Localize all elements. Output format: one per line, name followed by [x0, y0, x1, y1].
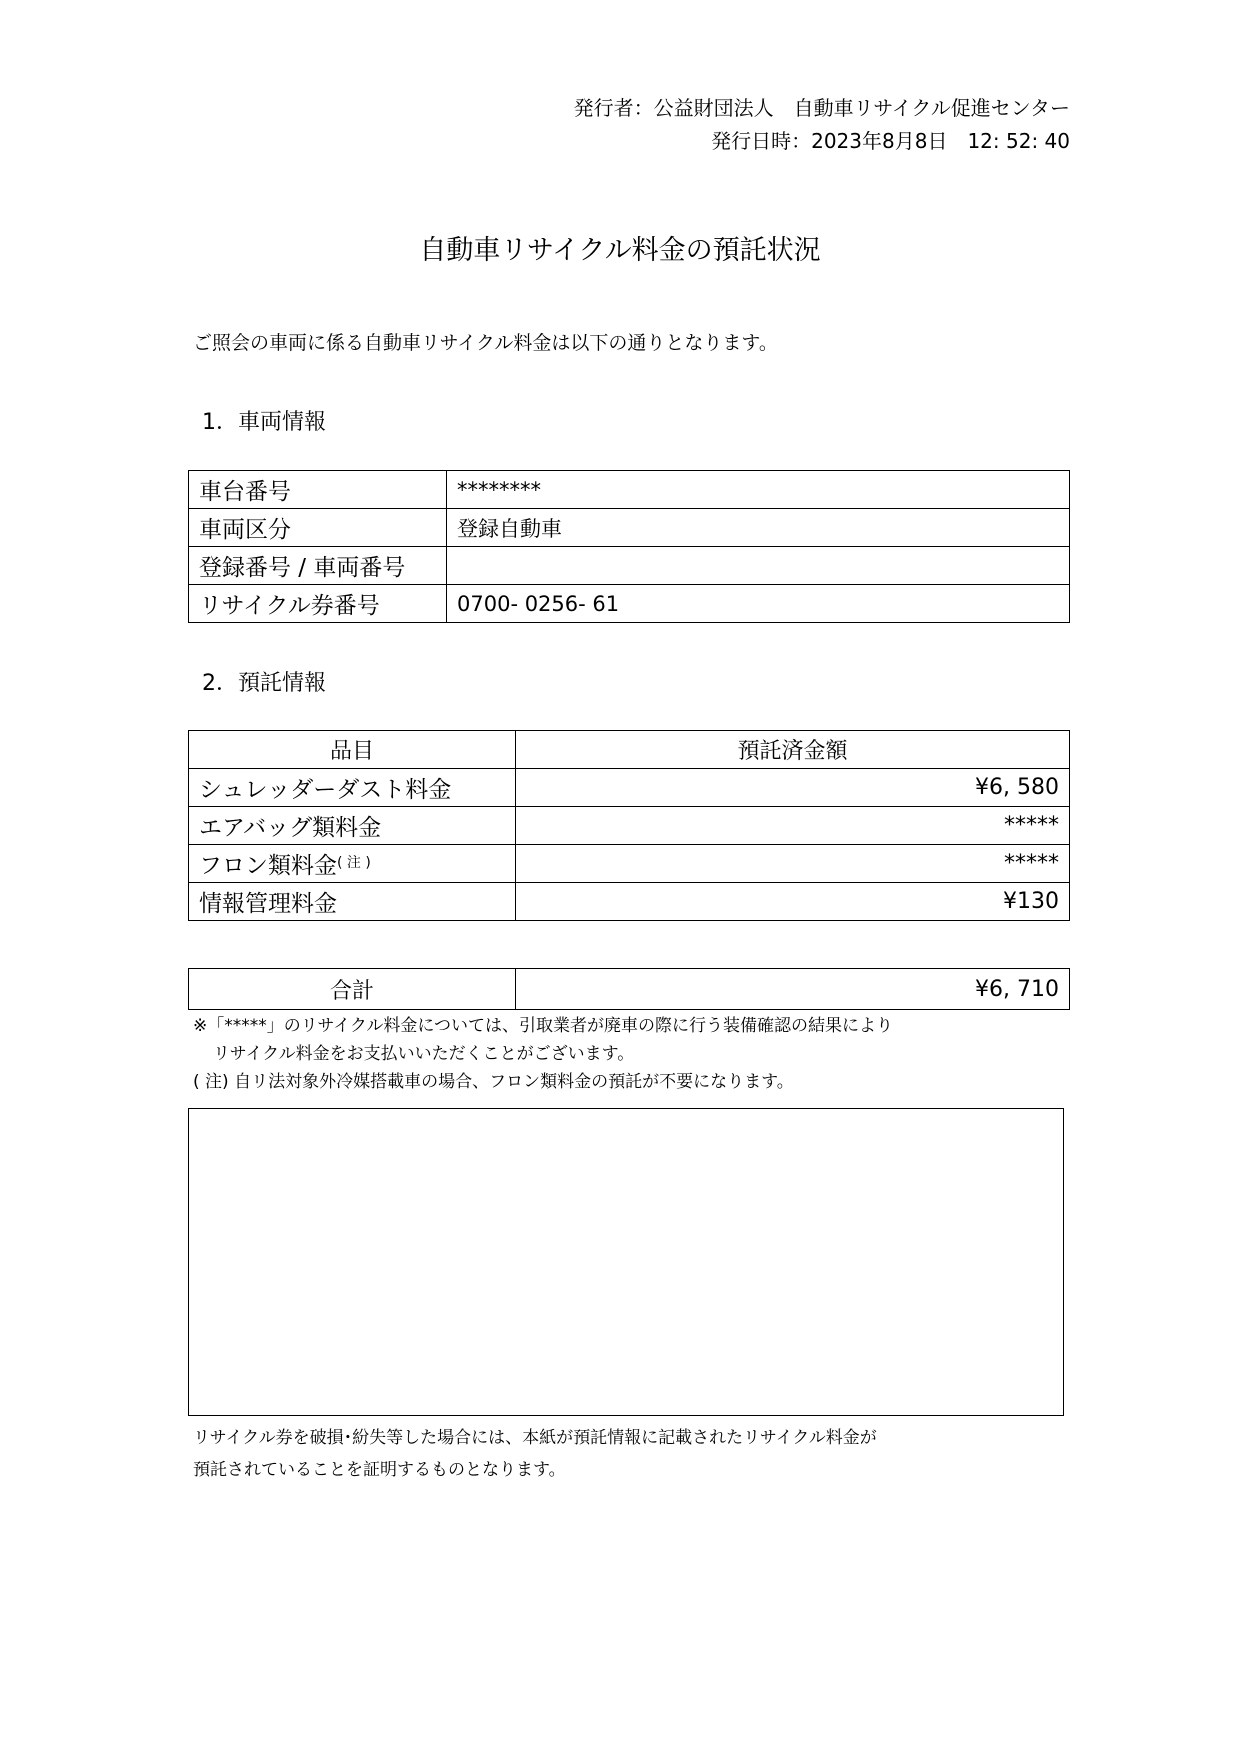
asterisk-note [193, 1012, 893, 1068]
table-row [189, 585, 1070, 623]
intro-text: ご照会の車両に係る自動車リサイクル料金は以下の通りとなります。 [193, 332, 778, 354]
table-row [189, 845, 1070, 883]
footer-statement [193, 1422, 877, 1486]
chassis-number-value: ******** [447, 471, 1070, 509]
issued-datetime: 発行日時：2023年8月8日 12: 52: 40 [711, 129, 1070, 153]
asterisk-note-line-1: ※「*****」のリサイクル料金については、引取業者が廃車の際に行う装備確認の結果により [193, 1016, 894, 1036]
freon-fee-label: フロン類料金$^{( 注 )}$ [189, 845, 516, 883]
freon-fee-value: ***** [516, 845, 1070, 883]
info-management-fee-value: ¥130 [516, 883, 1070, 921]
table-row [189, 807, 1070, 845]
info-management-fee-label: 情報管理料金 [189, 883, 516, 921]
chassis-number-label: 車台番号 [189, 471, 447, 509]
table-row [189, 471, 1070, 509]
section-heading-deposit: 2．預託情報 [202, 671, 326, 696]
shredder-dust-fee-label: シュレッダーダスト料金 [189, 769, 516, 807]
deposit-info-table [188, 730, 1070, 921]
column-header-amount: 預託済金額 [516, 731, 1070, 769]
footer-line-2: 預託されていることを証明するものとなります。 [193, 1460, 566, 1480]
registration-number-value [447, 547, 1070, 585]
column-header-item: 品目 [189, 731, 516, 769]
airbag-fee-value: ***** [516, 807, 1070, 845]
asterisk-note-line-2: リサイクル料金をお支払いいただくことがございます。 [213, 1044, 635, 1064]
table-row [189, 969, 1070, 1010]
total-table [188, 968, 1070, 1010]
airbag-fee-label: エアバッグ類料金 [189, 807, 516, 845]
remarks-box [188, 1108, 1064, 1416]
registration-number-label: 登録番号 / 車両番号 [189, 547, 447, 585]
freon-fee-note-mark: ( 注 ) [337, 855, 371, 871]
issuer-block [574, 92, 1070, 158]
recycle-ticket-number-value: 0700- 0256- 61 [447, 585, 1070, 623]
table-header-row [189, 731, 1070, 769]
table-row [189, 509, 1070, 547]
shredder-dust-fee-value: ¥6, 580 [516, 769, 1070, 807]
table-row [189, 769, 1070, 807]
total-label: 合計 [189, 969, 516, 1010]
table-row [189, 883, 1070, 921]
section-heading-vehicle: 1．車両情報 [202, 410, 326, 435]
footer-line-1: リサイクル券を破損･紛失等した場合には、本紙が預託情報に記載されたリサイクル料金が [193, 1428, 877, 1448]
recycle-ticket-number-label: リサイクル券番号 [189, 585, 447, 623]
vehicle-info-table [188, 470, 1070, 623]
vehicle-class-label: 車両区分 [189, 509, 447, 547]
table-row [189, 547, 1070, 585]
issuer-name: 発行者：公益財団法人 自動車リサイクル促進センター [573, 96, 1070, 120]
total-value: ¥6, 710 [516, 969, 1070, 1010]
document-title: 自動車リサイクル料金の預託状況 [419, 235, 821, 266]
freon-exemption-note: ( 注) 自リ法対象外冷媒搭載車の場合、フロン類料金の預託が不要になります。 [193, 1072, 794, 1092]
vehicle-class-value: 登録自動車 [447, 509, 1070, 547]
